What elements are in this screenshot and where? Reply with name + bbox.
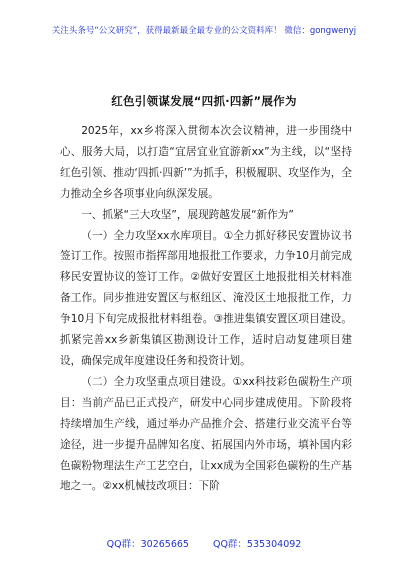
footer	[0, 536, 408, 550]
section-heading: 一、抓紧“三大攻坚”，展现跨越发展“新作为”	[81, 208, 294, 221]
document-body	[60, 121, 352, 497]
header-banner: 关注头条号“公文研究”，获得最新最全最专业的公文资料库！ 微信：gongwenyj	[51, 26, 357, 36]
footer-qq-group-1: QQ群：30265665	[106, 539, 189, 550]
document-title: 红色引领谋发展“四抓·四新”展作为	[111, 94, 297, 108]
footer-qq-group-2: QQ群：535304092	[212, 539, 302, 550]
paragraph-reservoir: （一）全力攻坚xx水库项目。①全力抓好移民安置协议书签订工作。按照市指挥部用地报批工作要求，力争10月前完成移民安置协议的签订工作。②做好安置区土地报批相关材料准备工作。同步推进安置区与枢纽区、淹没区土地报批工作，力争10月下旬完成报批材料组卷。③推进集镇安置区项目建设。抓紧完善xx乡新集镇区勘测设计工作，适时启动复建项目建设，确保完成年度建设任务和投资计划。	[60, 229, 352, 367]
paragraph-key-projects: （二）全力攻坚重点项目建设。①xx科技彩色碳粉生产项目：当前产品已正式投产，研发中心同步建成使用。下阶段将持续增加生产线，通过举办产品推介会、搭建行业交流平台等途径，进一步提升品牌知名度、拓展国内外市场，填补国内彩色碳粉物理法生产工艺空白，让xx成为全国彩色碳粉的生产基地之一。②xx机械技改项目：下阶	[60, 375, 352, 493]
paragraph-intro: 2025年，xx乡将深入贯彻本次会议精神，进一步围绕中心、服务大局，以打造“宜居宜业宜游新xx”为主线，以“坚持红色引领、推动‘四抓·四新’”为抓手，积极履职、攻坚作为，全力推动全乡各项事业向纵深发展。	[60, 125, 352, 200]
